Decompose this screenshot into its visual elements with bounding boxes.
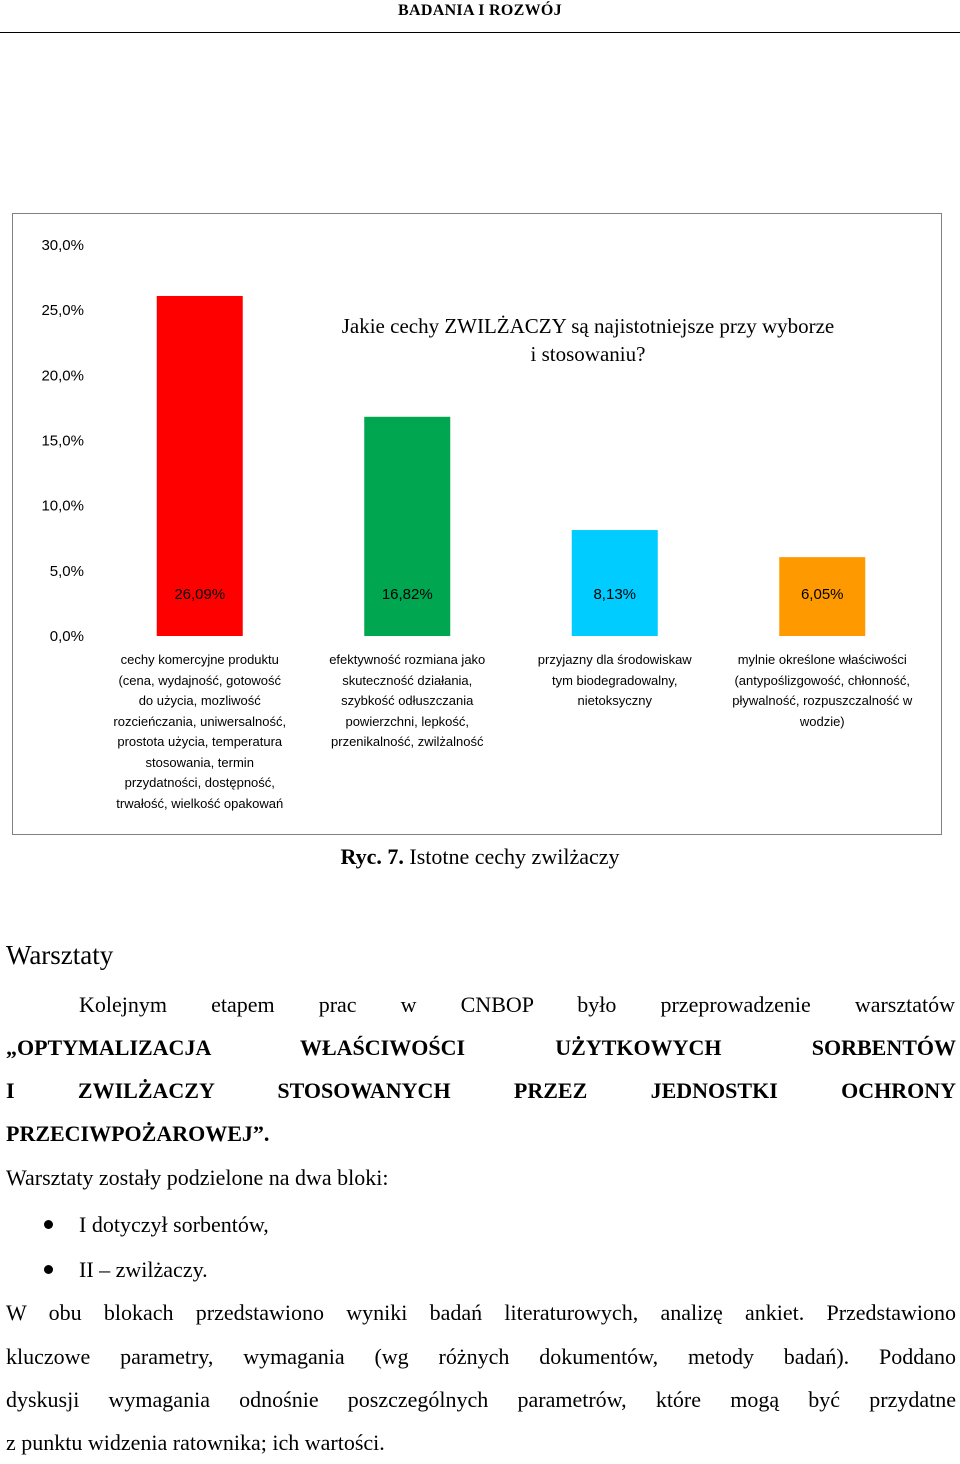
paragraph-2: Warsztaty zostały podzielone na dwa bloki: — [6, 1165, 389, 1190]
y-tick-label: 20,0% — [41, 367, 84, 385]
paragraph-1-line-4: PRZECIWPOŻAROWEJ”. — [6, 1121, 270, 1146]
y-tick-label: 0,0% — [49, 628, 84, 645]
x-tick-label — [717, 650, 927, 732]
data-label: 8,13% — [593, 586, 637, 603]
x-tick-label — [510, 650, 720, 712]
paragraph-3-line-2: kluczowe parametry, wymagania (wg różnych dokumentów, metody badań). Poddano — [6, 1344, 956, 1369]
x-tick-label-line: (antypoślizgowość, chłonność, — [734, 672, 911, 688]
x-tick-label-line: przenikalność, zwilżalność — [331, 734, 484, 749]
bar — [572, 530, 658, 636]
x-tick-label-line: szybkość odłuszczania — [341, 693, 474, 708]
x-tick-label-line: stosowania, termin — [145, 754, 254, 770]
x-tick-label-line: pływalność, rozpuszczalność w — [732, 693, 913, 708]
paragraph-1-line-1: Kolejnym etapem prac w CNBOP było przeprowadzenie warsztatów — [79, 992, 955, 1017]
section-heading: Warsztaty — [6, 940, 114, 970]
x-tick-label-line: tym biodegradowalny, — [552, 672, 678, 688]
x-tick-label-line: prostota użycia, temperatura — [117, 734, 283, 749]
y-tick-label: 10,0% — [41, 497, 84, 515]
x-tick-label-line: powierzchni, lepkość, — [345, 713, 470, 729]
data-labels — [174, 586, 843, 603]
x-tick-label-line: efektywność rozmiana jako — [329, 652, 486, 667]
bar — [364, 417, 450, 636]
x-tick-label-line: mylnie określone właściwości — [737, 652, 907, 667]
chart-title-line2: i stosowaniu? — [530, 342, 646, 366]
paragraph-1-line-2: „OPTYMALIZACJA WŁAŚCIWOŚCI UŻYTKOWYCH SORBENTÓW — [6, 1035, 956, 1060]
x-tick-label-line: wodzie) — [799, 713, 845, 729]
list-item-text: II – zwilżaczy. — [79, 1257, 208, 1282]
bullet-icon — [44, 1265, 53, 1274]
caption-text: Istotne cechy zwilżaczy — [403, 844, 620, 869]
x-tick-label-line: do użycia, mozliwość — [138, 693, 261, 708]
x-tick-label — [302, 650, 512, 753]
y-tick-label: 30,0% — [41, 237, 84, 254]
caption-label: Ryc. 7. — [340, 844, 404, 869]
bar — [157, 296, 243, 636]
x-tick-label-line: nietoksyczny — [577, 693, 652, 708]
chart-title-line1: Jakie cechy ZWILŻACZY są najistotniejsze przy wyborze — [341, 314, 835, 338]
figure-caption — [0, 844, 960, 870]
paragraph-3-line-4: z punktu widzenia ratownika; ich wartości. — [6, 1430, 385, 1455]
x-tick-label — [95, 650, 305, 814]
paragraph-1-line-3: I ZWILŻACZY STOSOWANYCH PRZEZ JEDNOSTKI OCHRONY — [6, 1078, 956, 1103]
x-tick-label-line: trwałość, wielkość opakowań — [116, 795, 284, 811]
data-label: 6,05% — [800, 586, 844, 603]
y-tick-label: 15,0% — [41, 432, 84, 450]
x-tick-label-line: przyjazny dla środowiskaw — [537, 652, 692, 667]
data-label: 26,09% — [174, 586, 226, 603]
x-tick-label-line: skuteczność działania, — [342, 672, 473, 688]
data-label: 16,82% — [381, 586, 433, 603]
x-tick-label-line: (cena, wydajność, gotowość — [118, 672, 282, 688]
x-tick-label-line: przydatności, dostępność, — [124, 775, 275, 790]
x-tick-label-line: rozcieńczania, uniwersalność, — [113, 713, 287, 729]
bullet-list — [0, 1202, 269, 1292]
y-tick-label: 25,0% — [41, 302, 84, 320]
bars — [157, 296, 866, 636]
x-tick-label-line: cechy komercyjne produktu — [120, 652, 279, 667]
list-item — [0, 1202, 269, 1247]
list-item-text: I dotyczył sorbentów, — [79, 1212, 269, 1237]
y-tick-label: 5,0% — [49, 562, 84, 580]
paragraph-3-line-3: dyskusji wymagania odnośnie poszczególnych parametrów, które mogą być przydatne — [6, 1387, 956, 1412]
list-item — [0, 1247, 269, 1292]
y-axis-ticks — [41, 237, 84, 645]
paragraph-3-line-1: W obu blokach przedstawiono wyniki badań literaturowych, analizę ankiet. Przedstawiono — [6, 1300, 956, 1325]
bullet-icon — [44, 1220, 53, 1229]
page-header: BADANIA I ROZWÓJ — [398, 2, 562, 19]
